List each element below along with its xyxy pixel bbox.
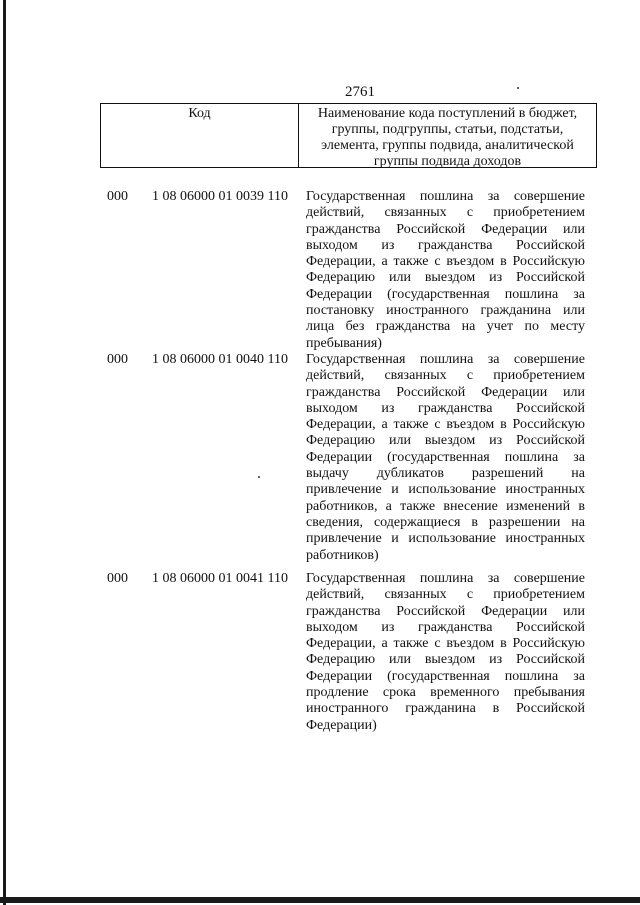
header-code: Код [101,104,299,167]
table-header [100,103,597,168]
row-admin-code: 000 [107,571,128,586]
header-name: Наименование кода поступлений в бюджет, группы, подгруппы, статьи, подстатьи, элемента, группы подвида, аналитической группы подвида доходов [317,106,578,169]
row-description: Государственная пошлина за совершение действий, связанных с приобретением гражданства Российской Федерации или выходом из гражданства Российской Федерации, а также с въездом в Российскую Федерацию или выездом из Российской Федерации (государственная пошлина за выдачу дубликатов разрешений на привлечение и использование иностранных работников, а также внесение изменений в сведения, содержащиеся в разрешении на привлечение и использование иностранных работников) [306,352,585,563]
row-admin-code: 000 [107,352,128,367]
row-description: Государственная пошлина за совершение действий, связанных с приобретением гражданства Российской Федерации или выходом из гражданства Российской Федерации, а также с въездом в Российскую Федерацию или выездом из Российской Федерации (государственная пошлина за продление срока временного пребывания иностранного гражданина в Российской Федерации) [306,571,585,733]
row-admin-code: 000 [107,189,128,204]
row-revenue-code: 1 08 06000 01 0041 110 [152,571,288,586]
row-revenue-code: 1 08 06000 01 0040 110 [152,352,288,367]
scan-speck [517,87,519,89]
page-number: 2761 [345,84,375,100]
row-revenue-code: 1 08 06000 01 0039 110 [152,189,288,204]
row-description: Государственная пошлина за совершение действий, связанных с приобретением гражданства Российской Федерации или выходом из гражданства Российской Федерации, а также с въездом в Российскую Федерацию или выездом из Российской Федерации (государственная пошлина за постановку иностранного гражданина или лица без гражданства на учет по месту пребывания) [306,189,585,351]
scan-left-edge [3,0,6,905]
scan-speck [258,476,260,478]
scan-bottom-edge [0,897,640,903]
